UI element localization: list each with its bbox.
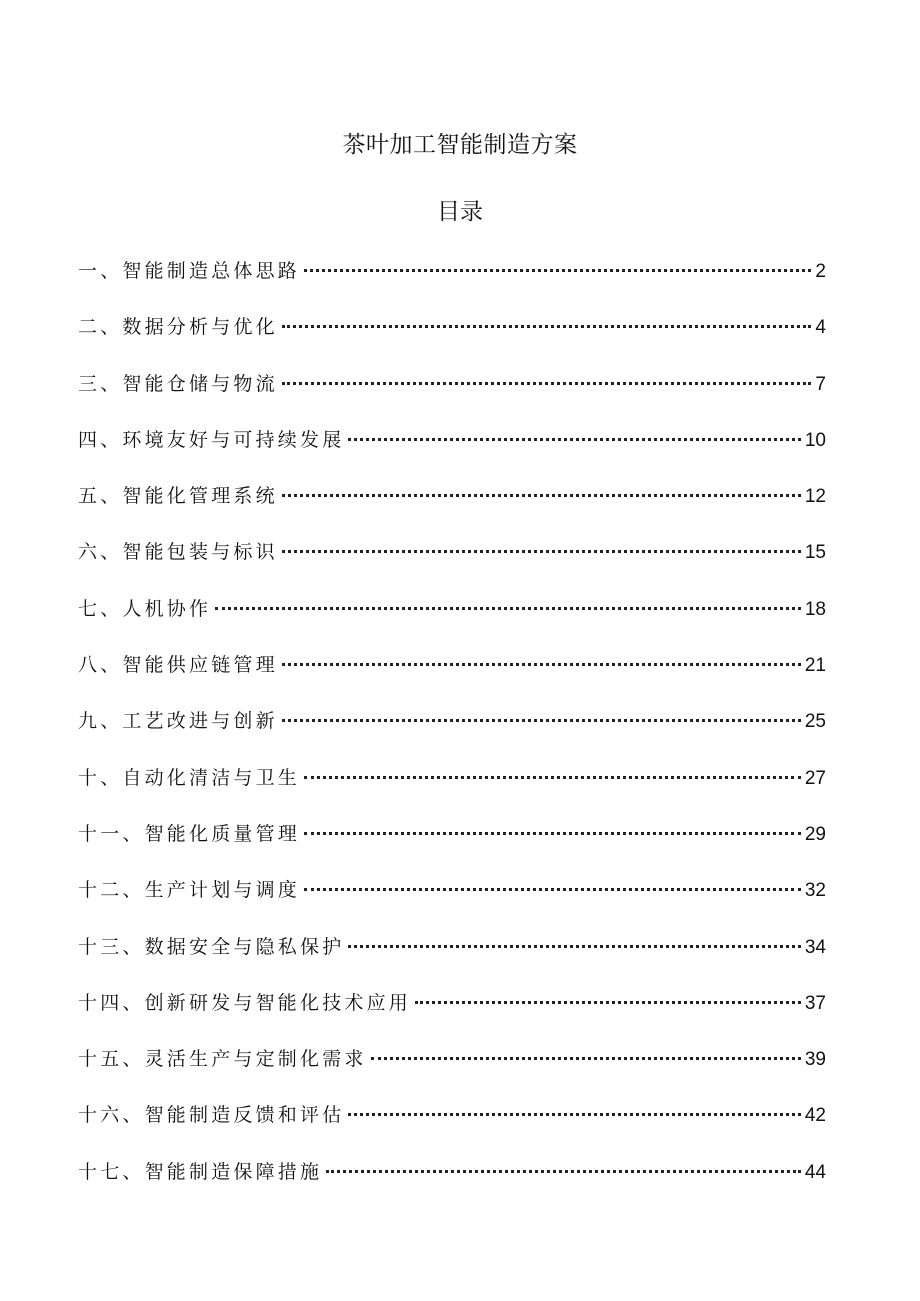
toc-entry-page: 12 [804, 486, 826, 508]
toc-entry-12[interactable] [78, 874, 826, 930]
toc-entry-6[interactable] [78, 536, 826, 592]
dot-leader [282, 719, 801, 722]
toc-entry-label: 十二、生产计划与调度 [78, 879, 301, 902]
toc-entry-page: 15 [804, 542, 826, 564]
document-title: 茶叶加工智能制造方案 [342, 132, 578, 158]
toc-entry-4[interactable] [78, 424, 826, 480]
toc-entry-label: 七、人机协作 [78, 597, 212, 620]
dot-leader [304, 832, 801, 835]
toc-entry-15[interactable] [78, 1043, 826, 1099]
toc-entry-17[interactable] [78, 1156, 826, 1212]
toc-entry-page: 34 [804, 936, 826, 958]
dot-leader [304, 269, 811, 272]
toc-entry-10[interactable] [78, 762, 826, 818]
toc-entry-page: 27 [804, 767, 826, 789]
toc-entry-9[interactable] [78, 705, 826, 761]
toc-entry-label: 一、智能制造总体思路 [78, 260, 301, 282]
toc-entry-label: 十、自动化清洁与卫生 [78, 766, 301, 789]
dot-leader [282, 494, 801, 497]
toc-entry-label: 五、智能化管理系统 [78, 485, 278, 508]
toc-entry-page: 2 [815, 261, 826, 282]
toc-entry-5[interactable] [78, 480, 826, 536]
dot-leader [215, 607, 801, 610]
toc-entry-page: 39 [804, 1049, 826, 1071]
toc-entry-page: 25 [804, 711, 826, 733]
toc-entry-11[interactable] [78, 818, 826, 874]
dot-leader [326, 1170, 801, 1173]
toc-entry-label: 三、智能仓储与物流 [78, 372, 278, 395]
toc-entry-label: 六、智能包装与标识 [78, 541, 278, 564]
toc-entry-label: 十六、智能制造反馈和评估 [78, 1104, 345, 1127]
toc-entry-label: 九、工艺改进与创新 [78, 710, 278, 733]
toc-entry-page: 10 [804, 429, 826, 451]
toc-heading: 目录 [437, 199, 483, 225]
dot-leader [282, 550, 801, 553]
toc-entry-page: 32 [804, 880, 826, 902]
toc-entry-1[interactable] [78, 255, 826, 311]
toc-entry-label: 十一、智能化质量管理 [78, 822, 301, 845]
toc-entry-13[interactable] [78, 931, 826, 987]
toc-entry-page: 4 [815, 317, 826, 339]
dot-leader [371, 1057, 801, 1060]
toc-entry-label: 十五、灵活生产与定制化需求 [78, 1048, 367, 1071]
toc-entry-page: 7 [815, 373, 826, 395]
table-of-contents [78, 255, 826, 1212]
toc-entry-label: 二、数据分析与优化 [78, 316, 278, 339]
dot-leader [415, 1001, 801, 1004]
toc-entry-label: 十四、创新研发与智能化技术应用 [78, 991, 412, 1014]
toc-entry-page: 37 [804, 992, 826, 1014]
toc-entry-label: 八、智能供应链管理 [78, 654, 278, 677]
dot-leader [282, 382, 812, 385]
toc-entry-3[interactable] [78, 368, 826, 424]
toc-entry-page: 18 [804, 598, 826, 620]
dot-leader [282, 325, 812, 328]
toc-entry-label: 四、环境友好与可持续发展 [78, 428, 345, 451]
toc-entry-label: 十七、智能制造保障措施 [78, 1160, 323, 1183]
dot-leader [348, 945, 800, 948]
toc-entry-page: 44 [804, 1161, 826, 1183]
toc-entry-8[interactable] [78, 649, 826, 705]
dot-leader [304, 776, 801, 779]
dot-leader [348, 438, 800, 441]
dot-leader [348, 1113, 800, 1116]
toc-entry-14[interactable] [78, 987, 826, 1043]
toc-entry-2[interactable] [78, 311, 826, 367]
toc-entry-page: 21 [804, 655, 826, 677]
toc-entry-label: 十三、数据安全与隐私保护 [78, 935, 345, 958]
toc-entry-7[interactable] [78, 593, 826, 649]
toc-entry-page: 29 [804, 823, 826, 845]
toc-entry-page: 42 [804, 1105, 826, 1127]
toc-entry-16[interactable] [78, 1099, 826, 1155]
dot-leader [282, 663, 801, 666]
dot-leader [304, 888, 801, 891]
